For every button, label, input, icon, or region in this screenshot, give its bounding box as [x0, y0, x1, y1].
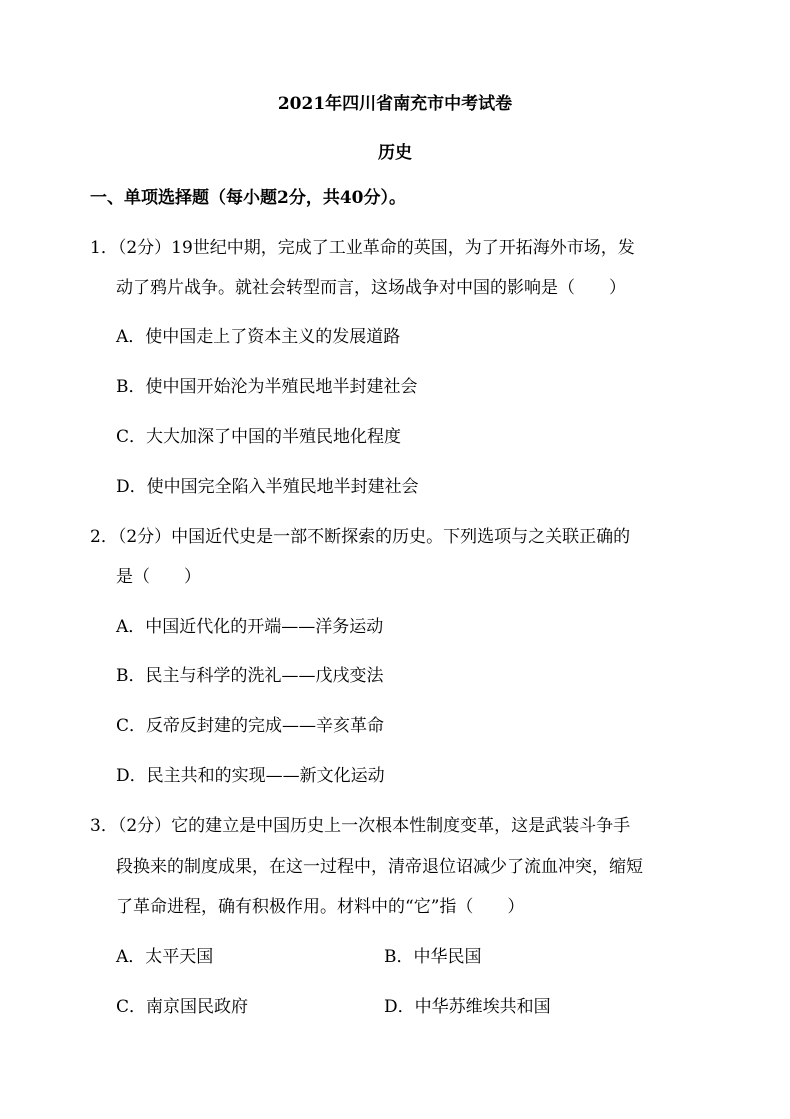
option-a: A．使中国走上了资本主义的发展道路 [116, 327, 401, 347]
question-text-line: 2．（2分）中国近代史是一部不断探索的历史。下列选项与之关联正确的 [90, 527, 631, 547]
option-c: C．南京国民政府 [116, 997, 249, 1017]
option-b: B．中华民国 [384, 947, 482, 967]
question-text-line: 是（ ） [116, 567, 201, 587]
exam-title: 2021年四川省南充市中考试卷 [277, 94, 513, 114]
option-c: C．大大加深了中国的半殖民地化程度 [116, 427, 402, 447]
question-text-line: 动了鸦片战争。就社会转型而言，这场战争对中国的影响是（ ） [116, 278, 626, 298]
question-text-line: 了革命进程，确有积极作用。材料中的“它”指（ ） [116, 897, 525, 917]
option-b: B．民主与科学的洗礼——戊戌变法 [116, 666, 384, 686]
option-d: D．民主共和的实现——新文化运动 [116, 766, 385, 786]
option-c: C．反帝反封建的完成——辛亥革命 [116, 716, 385, 736]
option-a: A．太平天国 [116, 947, 214, 967]
option-d: D．中华苏维埃共和国 [384, 997, 551, 1017]
section-heading: 一、单项选择题（每小题2分，共40分）。 [90, 188, 406, 208]
subject-title: 历史 [378, 143, 412, 163]
option-b: B．使中国开始沦为半殖民地半封建社会 [116, 377, 418, 397]
question-text-line: 段换来的制度成果，在这一过程中，清帝退位诏减少了流血冲突，缩短 [116, 857, 643, 877]
option-a: A．中国近代化的开端——洋务运动 [116, 617, 384, 637]
option-d: D．使中国完全陷入半殖民地半封建社会 [116, 477, 419, 497]
question-text-line: 3．（2分）它的建立是中国历史上一次根本性制度变革，这是武装斗争手 [90, 816, 631, 836]
question-text-line: 1．（2分）19世纪中期，完成了工业革命的英国，为了开拓海外市场，发 [90, 238, 635, 258]
